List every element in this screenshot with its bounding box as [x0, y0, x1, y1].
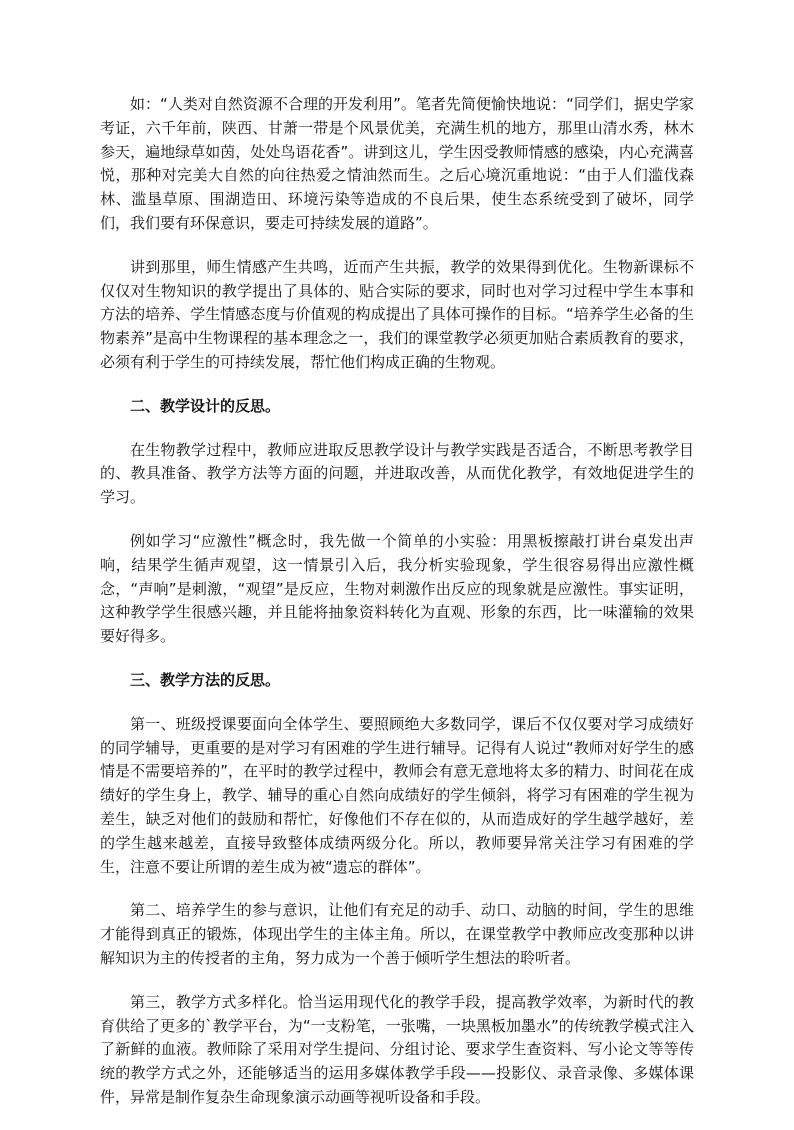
- paragraph-stimulus-experiment: 例如学习“应激性”概念时，我先做一个简单的小实验：用黑板擦敲打讲台桌发出声响，结果学生循声观望，这一情景引入后，我分析实验现象，学生很容易得出应激性概念，“声响”是刺激，“观望”是反应，生物对刺激作出反应的现象就是应激性。事实证明，这种教学学生很感兴趣，并且能将抽象资料转化为直观、形象的东西，比一味灌输的效果要好得多。: [100, 531, 694, 646]
- paragraph-method-second: 第二、培养学生的参与意识，让他们有充足的动手、动口、动脑的时间，学生的思维才能得到真正的锻炼，体现出学生的主体主角。所以，在课堂教学中教师应改变那种以讲解知识为主的传授者的主角，努力成为一个善于倾听学生想法的聆听者。: [100, 901, 694, 967]
- document-page: [100, 93, 694, 1130]
- paragraph-emotional-resonance: 讲到那里，师生情感产生共鸣，近而产生共振，教学的效果得到优化。生物新课标不仅仅对生物知识的教学提出了具体的、贴合实际的要求，同时也对学习过程中学生本事和方法的培养、学生情感态度与价值观的构成提出了具体可操作的目标。“培养学生必备的生物素养”是高中生物课程的基本理念之一，我们的课堂教学必须更加贴合素质教育的要求，必须有利于学生的可持续发展，帮忙他们构成正确的生物观。: [100, 257, 694, 371]
- section-heading-teaching-design: 二、教学设计的反思。: [130, 396, 281, 415]
- paragraph-environment-example: 如：“人类对自然资源不合理的开发利用”。笔者先简便愉快地说：“同学们，据史学家考证，六千年前，陕西、甘萧一带是个风景优美，充满生机的地方，那里山清水秀，林木参天，遍地绿草如茵，处处鸟语花香”。讲到这儿，学生因受教师情感的感染，内心充满喜悦，那种对完美大自然的向往热爱之情油然而生。之后心境沉重地说：“由于人们滥伐森林、滥垦草原、围湖造田、环境污染等造成的不良后果，使生态系统受到了破坏，同学们，我们要有环保意识，要走可持续发展的道路”。: [100, 95, 694, 232]
- paragraph-method-third: 第三，教学方式多样化。恰当运用现代化的教学手段，提高教学效率，为新时代的教育供给了更多的`教学平台，为“一支粉笔，一张嘴，一块黑板加墨水”的传统教学模式注入了新鲜的血液。教师除了采用对学生提问、分组讨论、要求学生查资料、写小论文等等传统的教学方式之外，还能够适当的运用多媒体教学手段——投影仪、录音录像、多媒体课件，异常是制作复杂生命现象演示动画等视听设备和手段。: [100, 992, 694, 1106]
- paragraph-design-reflection: 在生物教学过程中，教师应进取反思教学设计与教学实践是否适合，不断思考教学目的、教具准备、教学方法等方面的问题，并进取改善，从而优化教学，有效地促进学生的学习。: [100, 440, 694, 507]
- paragraph-method-first: 第一、班级授课要面向全体学生、要照顾绝大多数同学，课后不仅仅要对学习成绩好的同学辅导，更重要的是对学习有困难的学生进行辅导。记得有人说过“教师对好学生的感情是不需要培养的”，在平时的教学过程中，教师会有意无意地将太多的精力、时间花在成绩好的学生身上，教学、辅导的重心自然向成绩好的学生倾斜，将学习有困难的学生视为差生，缺乏对他们的鼓励和帮忙，好像他们不存在似的，从而造成好的学生越学越好，差的学生越来越差，直接导致整体成绩两级分化。所以，教师要异常关注学习有困难的学生，注意不要让所谓的差生成为被“遗忘的群体”。: [100, 714, 694, 876]
- section-heading-teaching-methods: 三、教学方法的反思。: [130, 670, 281, 689]
